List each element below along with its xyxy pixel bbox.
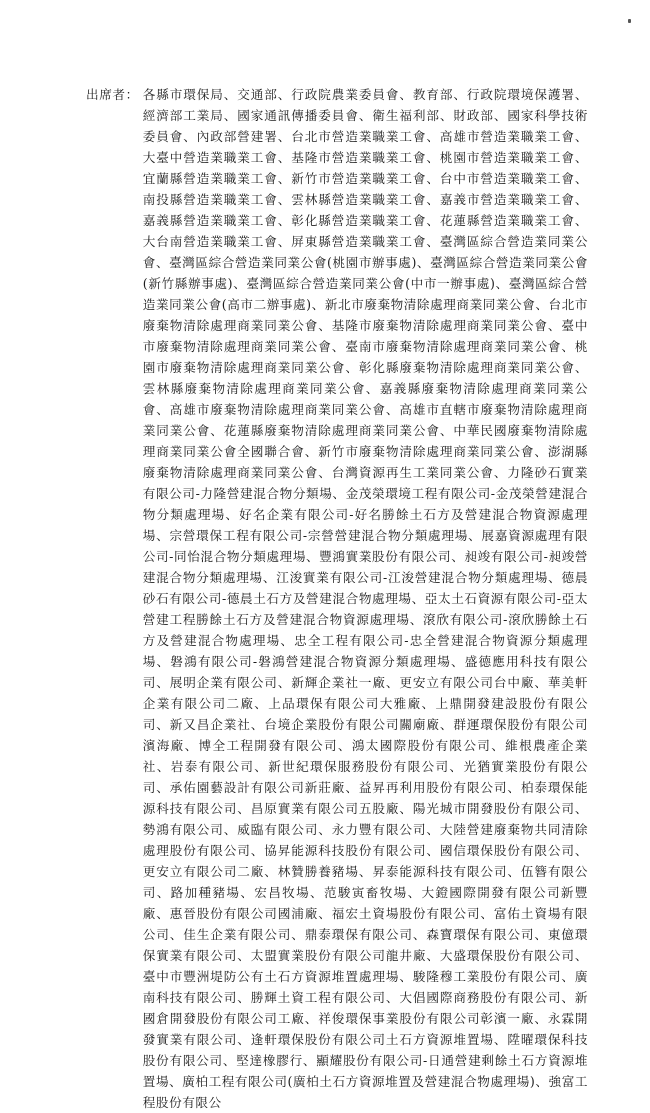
attendee-section (86, 84, 588, 1113)
scan-speck (628, 19, 631, 23)
attendee-label: 出席者： (86, 87, 139, 102)
attendee-list: 各縣市環保局、交通部、行政院農業委員會、教育部、行政院環境保護署、經濟部工業局、國家通訊傳播委員會、衛生福利部、財政部、國家科學技術委員會、內政部營建署、台北市營造業職業工會、高雄市營造業職業工會、大臺中營造業職業工會、基隆市營造業職業工會、桃園市營造業職業工會、宜蘭縣營造業職業工會、新竹市營造業職業工會、台中市營造業職業工會、南投縣營造業職業工會、雲林縣營造業職業工會、嘉義市營造業職業工會、嘉義縣營造業職業工會、彰化縣營造業職業工會、花蓮縣營造業職業工會、大台南營造業職業工會、屏東縣營造業職業工會、臺灣區綜合營造業同業公會、臺灣區綜合營造業同業公會(桃園市辦事處)、臺灣區綜合營造業同業公會(新竹縣辦事處)、臺灣區綜合營造業同業公會(中市一辦事處)、臺灣區綜合營造業同業公會(高市二辦事處)、新北市廢棄物清除處理商業同業公會、台北市廢棄物清除處理商業同業公會、基隆市廢棄物清除處理商業同業公會、臺中市廢棄物清除處理商業同業公會、臺南市廢棄物清除處理商業同業公會、桃園市廢棄物清除處理商業同業公會、彰化縣廢棄物清除處理商業同業公會、雲林縣廢棄物清除處理商業同業公會、嘉義縣廢棄物清除處理商業同業公會、高雄市廢棄物清除處理商業同業公會、高雄市直轄市廢棄物清除處理商業同業公會、花蓮縣廢棄物清除處理商業同業公會、中華民國廢棄物清除處理商業同業公會全國聯合會、新竹市廢棄物清除處理商業同業公會、澎湖縣廢棄物清除處理商業同業公會、台灣資源再生工業同業公會、力隆砂石實業有限公司-力隆營建混合物分類場、金茂榮環境工程有限公司-金茂榮營建混合物分類處理場、好名企業有限公司-好名勝餘土石方及營建混合物資源處理場、宗營環保工程有限公司-宗營營建混合物分類處理場、展嘉資源處理有限公司-同怡混合物分類處理場、豐鴻實業股份有限公司、昶竣有限公司-昶竣營建混合物分類處理場、江浚實業有限公司-江浚營建混合物分類處理場、德晨砂石有限公司-德晨土石方及營建混合物處理場、亞太土石資源有限公司-亞太營建工程勝餘土石方及營建混合物資源處理場、滾欣有限公司-滾欣勝餘土石方及營建混合物處理場、忠全工程有限公司-忠全營建混合物資源分類處理場、磐鴻有限公司-磐鴻營建混合物資源分類處理場、盛德應用科技有限公司、展明企業有限公司、新輝企業社一廠、更安立有限公司台中廠、華美軒企業有限公司二廠、上品環保有限公司大雅廠、上鼎開發建設股份有限公司、新又昌企業社、台境企業股份有限公司關廟廠、群運環保股份有限公司濱海廠、博全工程開發有限公司、鴻太國際股份有限公司、維根農產企業社、岩泰有限公司、新世紀環保服務股份有限公司、光猶實業股份有限公司、承佑園藝設計有限公司新莊廠、益昇再利用股份有限公司、柏泰環保能源科技有限公司、昌原實業有限公司五股廠、陽光城市開發股份有限公司、勢鴻有限公司、威臨有限公司、永力豐有限公司、大陸營建廢棄物共同清除處理股份有限公司、協昇能源科技股份有限公司、國信環保股份有限公司、更安立有限公司二廠、林贊勝養豬場、昇泰能源科技有限公司、伍簪有限公司、路加種豬場、宏昌牧場、范駿寅畜牧場、大鐙國際開發有限公司新豐廠、惠晉股份有限公司國浦廠、福宏土資場股份有限公司、富佑土資場有限公司、佳生企業有限公司、鼎泰環保有限公司、森寶環保有限公司、東億環保實業有限公司、太盟實業股份有限公司龍井廠、大盛環保股份有限公司、臺中市豐洲堤防公有土石方資源堆置處理場、駿隆穆工業股份有限公司、廣南科技有限公司、勝輝土資工程有限公司、大倡國際商務股份有限公司、新國倉開發股份有限公司工廠、祥俊環保事業股份有限公司彰濱一廠、永霖開發實業有限公司、逢軒環保股份有限公司土石方資源堆置場、陞曜環保科技股份有限公司、堅達橡膠行、顯耀股份有限公司-日通營建剩餘土石方資源堆置場、廣柏工程有限公司(廣柏土石方資源堆置及營建混合物處理場)、強富工程股份有限公 (142, 87, 588, 1110)
